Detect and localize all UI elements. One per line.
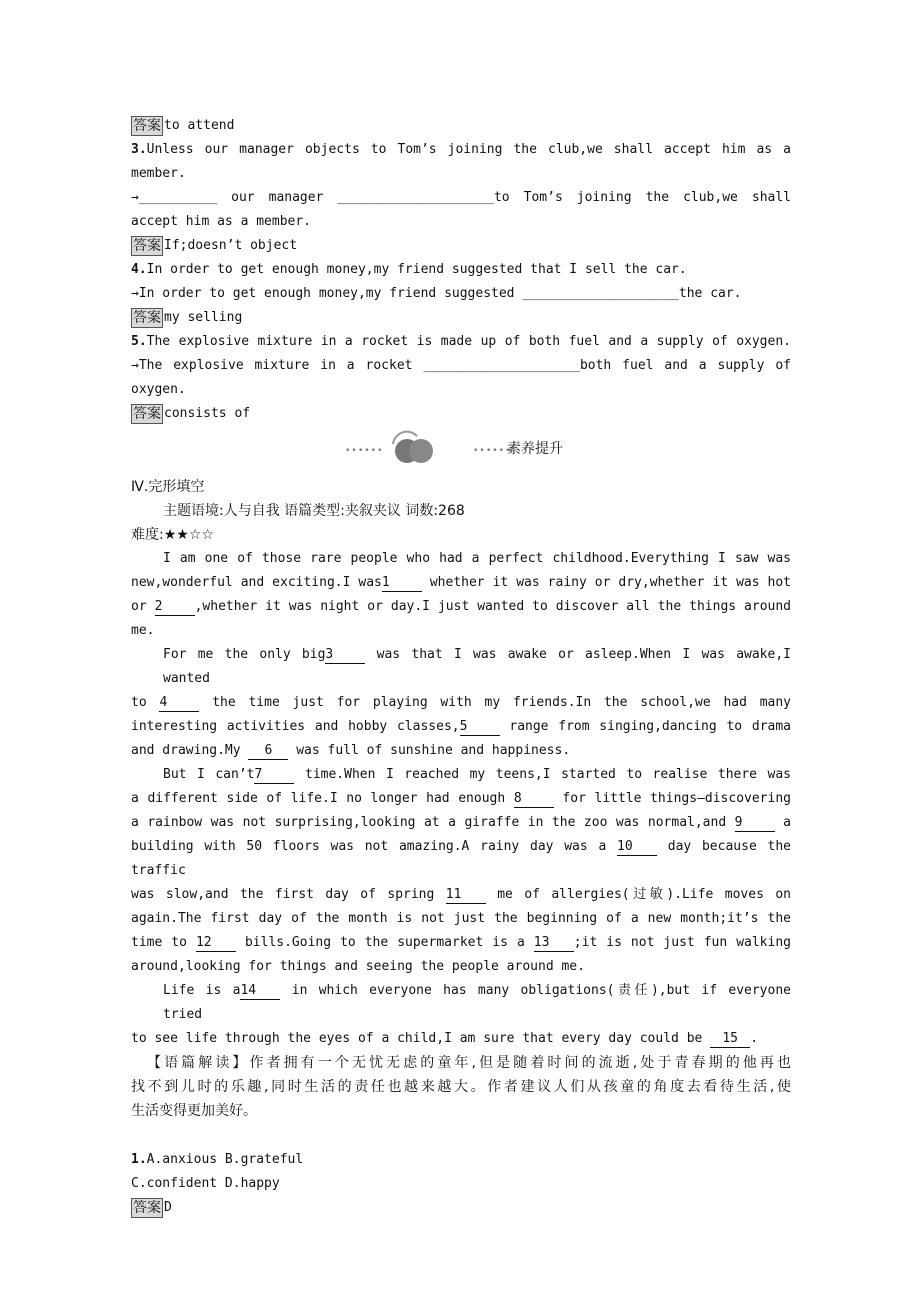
text-line	[131, 1196, 791, 1220]
text-line	[131, 1148, 791, 1172]
text-line	[131, 787, 791, 811]
line-text: in which everyone has many obligations(责任),but if everyone tried	[163, 983, 791, 1022]
text-line	[131, 547, 791, 571]
fill-blank[interactable]: __________	[138, 190, 218, 205]
text-line	[131, 883, 791, 907]
text-line	[131, 330, 791, 354]
line-text: for little things—discovering	[553, 791, 791, 806]
line-text: was slow,and the first day of spring	[131, 887, 446, 902]
line-text: ;it is not just fun walking	[573, 935, 791, 950]
line-text: time to	[131, 935, 196, 950]
line-text: a different side of life.I no longer had enough	[131, 791, 514, 806]
text-line	[131, 282, 791, 306]
text-line	[131, 1172, 791, 1196]
text-line	[131, 162, 791, 186]
line-text: C.confident D.happy	[131, 1176, 280, 1191]
text-line	[131, 258, 791, 282]
cloze-blank-15[interactable]: 15	[710, 1030, 750, 1048]
line-text: to	[131, 695, 160, 710]
cloze-blank-12[interactable]: 12	[196, 934, 236, 952]
cloze-blank-8[interactable]: 8	[514, 790, 554, 808]
cloze-blank-3[interactable]: 3	[325, 646, 365, 664]
line-text: the car.	[678, 286, 742, 301]
text-line	[131, 1075, 791, 1099]
line-text: around,looking for things and seeing the people around me.	[131, 959, 585, 974]
section-divider	[345, 426, 605, 475]
line-text: again.The first day of the month is not just the beginning of a new month;it’s the	[131, 911, 791, 926]
divider-circles-icon	[387, 430, 439, 466]
line-text: If;doesn’t object	[164, 238, 298, 253]
line-text: was that I was awake or asleep.When I was awake,I wanted	[163, 647, 791, 686]
answer-tag: 答案	[133, 405, 161, 422]
line-text: Life is a	[163, 983, 241, 998]
line-text: or	[131, 599, 155, 614]
document-body	[131, 114, 791, 1220]
answer-tag: 答案	[133, 117, 161, 134]
text-line	[131, 931, 791, 955]
line-text: 生活变得更加美好。	[131, 1103, 257, 1119]
cloze-blank-4[interactable]: 4	[159, 694, 199, 712]
text-line	[131, 186, 791, 210]
cloze-blank-11[interactable]: 11	[446, 886, 486, 904]
answer-tag: 答案	[133, 309, 161, 326]
question-number: 4.	[131, 262, 147, 277]
text-line	[131, 715, 791, 739]
cloze-blank-5[interactable]: 5	[460, 718, 500, 736]
cloze-blank-9[interactable]: 9	[735, 814, 775, 832]
line-text: to attend	[164, 118, 235, 133]
text-line	[131, 571, 791, 595]
text-line	[131, 499, 791, 523]
cloze-blank-6[interactable]: 6	[248, 742, 288, 760]
text-line	[131, 378, 791, 402]
text-line	[131, 138, 791, 162]
line-text: The explosive mixture in a rocket is made up of both fuel and a supply of oxygen.	[146, 334, 791, 349]
line-text: our manager	[217, 190, 338, 205]
line-text: →	[131, 190, 139, 205]
line-text: →The explosive mixture in a rocket	[131, 358, 424, 373]
line-text: time.When I reached my teens,I started to realise there was	[294, 767, 791, 782]
cloze-blank-2[interactable]: 2	[155, 598, 195, 616]
line-text: Unless our manager objects to Tom’s joining the club,we shall accept him as a	[146, 142, 791, 157]
text-line	[131, 475, 791, 499]
line-text: 难度:★★☆☆	[131, 527, 214, 543]
text-line	[131, 739, 791, 763]
text-line	[131, 523, 791, 547]
line-text: the time just for playing with my friends.In the school,we had many	[199, 695, 792, 710]
fill-blank[interactable]: ____________________	[337, 190, 494, 205]
question-number: 5.	[131, 334, 147, 349]
line-text: day because the traffic	[131, 839, 791, 878]
text-line	[131, 1027, 791, 1051]
cloze-blank-1[interactable]: 1	[382, 574, 422, 592]
text-line	[131, 835, 791, 883]
answer-tag: 答案	[133, 1199, 161, 1216]
line-text: I am one of those rare people who had a perfect childhood.Everything I saw was	[163, 551, 791, 566]
text-line	[131, 619, 791, 643]
line-text: range from singing,dancing to drama	[499, 719, 791, 734]
line-text: both fuel and a supply of	[579, 358, 792, 373]
line-text: a	[774, 815, 792, 830]
text-line	[131, 354, 791, 378]
cloze-blank-14[interactable]: 14	[240, 982, 280, 1000]
line-text: and drawing.My	[131, 743, 249, 758]
text-line	[131, 402, 791, 426]
line-text: to see life through the eyes of a child,I am sure that every day could be	[131, 1031, 711, 1046]
line-text: ,whether it was night or day.I just wanted to discover all the things around	[194, 599, 792, 614]
section-banner: 素养提升	[507, 441, 563, 457]
text-line	[131, 763, 791, 787]
line-text: .	[750, 1031, 759, 1046]
text-line	[131, 234, 791, 258]
line-text: a rainbow was not surprising,looking at a giraffe in the zoo was normal,and	[131, 815, 735, 830]
line-text: to Tom’s joining the club,we shall	[493, 190, 792, 205]
fill-blank[interactable]: ____________________	[522, 286, 679, 301]
question-number: 3.	[131, 142, 147, 157]
line-text: A.anxious B.grateful	[146, 1152, 304, 1167]
fill-blank[interactable]: ____________________	[423, 358, 580, 373]
line-text: my selling	[164, 310, 243, 325]
line-text: me.	[131, 623, 155, 638]
divider-dots: ••••••	[345, 446, 384, 456]
line-text: In order to get enough money,my friend suggested that I sell the car.	[146, 262, 687, 277]
line-text: →In order to get enough money,my friend suggested	[131, 286, 523, 301]
text-line	[131, 955, 791, 979]
text-line	[131, 979, 791, 1027]
line-text: oxygen.	[131, 382, 186, 397]
line-text: building with 50 floors was not amazing.A rainy day was a	[131, 839, 618, 854]
line-text: D	[164, 1200, 172, 1215]
line-text: whether it was rainy or dry,whether it was hot	[421, 575, 791, 590]
text-line	[131, 811, 791, 835]
text-line	[131, 691, 791, 715]
line-text: was full of sunshine and happiness.	[288, 743, 571, 758]
line-text: 找不到儿时的乐趣,同时生活的责任也越来越大。作者建议人们从孩童的角度去看待生活,使	[131, 1079, 791, 1095]
line-text: For me the only big	[163, 647, 326, 662]
text-line	[131, 210, 791, 234]
text-line	[131, 306, 791, 330]
line-text: 【语篇解读】作者拥有一个无忧无虑的童年,但是随着时间的流逝,处于青春期的他再也	[147, 1055, 791, 1071]
cloze-blank-7[interactable]: 7	[254, 766, 294, 784]
line-text: But I can’t	[163, 767, 255, 782]
text-line	[131, 1051, 791, 1075]
answer-tag: 答案	[133, 237, 161, 254]
question-number: 1.	[131, 1152, 147, 1167]
cloze-blank-10[interactable]: 10	[617, 838, 657, 856]
text-line	[131, 114, 791, 138]
divider-dots: ••••••	[473, 446, 512, 456]
line-text: bills.Going to the supermarket is a	[235, 935, 534, 950]
line-text: me of allergies(过敏).Life moves on	[485, 887, 791, 902]
text-line	[131, 907, 791, 931]
line-text: Ⅳ.完形填空	[131, 479, 205, 495]
line-text: interesting activities and hobby classes,	[131, 719, 460, 734]
text-line	[131, 1099, 791, 1123]
line-text: consists of	[164, 406, 251, 421]
line-text: new,wonderful and exciting.I was	[131, 575, 382, 590]
line-text: member.	[131, 166, 186, 181]
line-text: accept him as a member.	[131, 214, 312, 229]
cloze-blank-13[interactable]: 13	[534, 934, 574, 952]
text-line	[131, 595, 791, 619]
line-text: 主题语境:人与自我 语篇类型:夹叙夹议 词数:268	[163, 503, 465, 519]
text-line	[131, 643, 791, 691]
